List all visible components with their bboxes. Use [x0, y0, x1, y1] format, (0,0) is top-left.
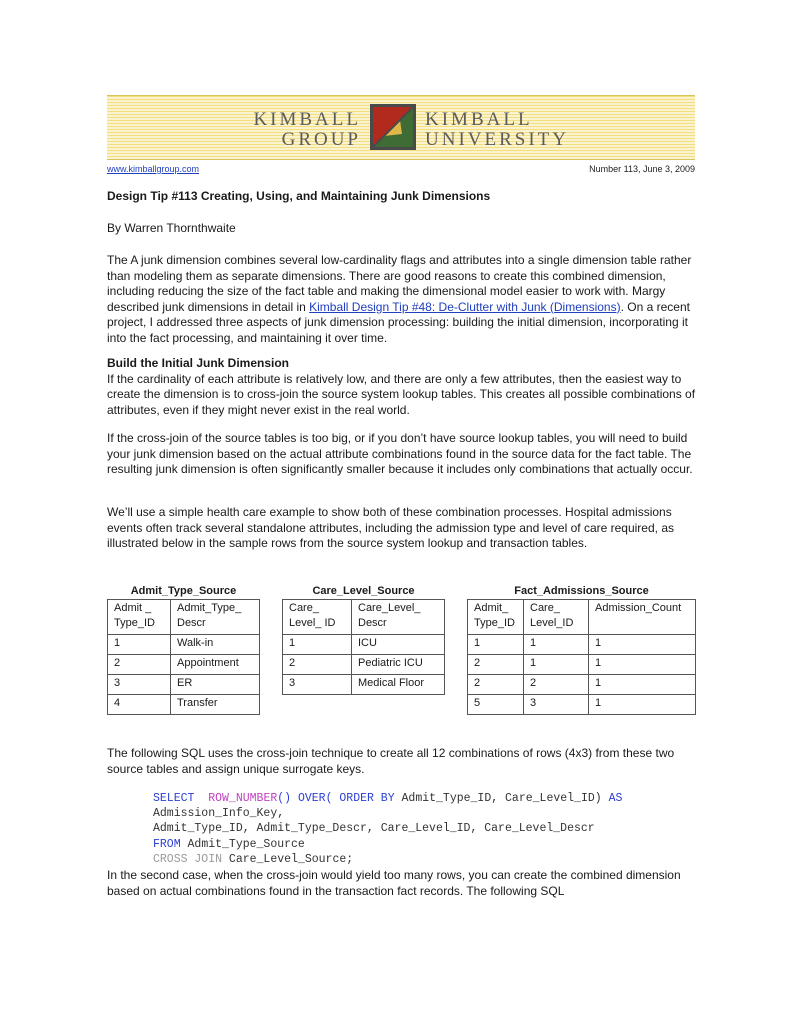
table-cell: 1	[283, 635, 352, 655]
table-cell: Appointment	[171, 655, 260, 675]
table-cell: 3	[524, 695, 589, 715]
table-cell: ICU	[352, 635, 445, 655]
table-cell: 1	[524, 635, 589, 655]
fact-admissions-source-table	[467, 599, 696, 715]
design-tip-48-link[interactable]: Kimball Design Tip #48: De-Clutter with Junk (Dimensions)	[309, 299, 621, 314]
intro-text-before-link: The A junk dimension combines several low-cardinality flags and attributes into a single dimension table rather than modeling them as separate dimensions. There are good reasons to create this combined dimension, including reducing the size of the fact table and making the dimensional model easier to work with. Margy described junk dimensions in detail in	[107, 253, 692, 314]
table-row	[468, 655, 696, 675]
table-row	[468, 695, 696, 715]
article-title: Design Tip #113 Creating, Using, and Maintaining Junk Dimensions	[107, 189, 491, 203]
brand-kimball-group-line1: KIMBALL	[253, 109, 361, 130]
brand-kimball-group-line2: GROUP	[281, 129, 361, 150]
paragraph-second-case: In the second case, when the cross-join would yield too many rows, you can create the combined dimension based on actual combinations found in the transaction fact records. The following SQL	[107, 868, 681, 898]
paragraph-cross-join: If the cross-join of the source tables is too big, or if you don’t have source lookup tables, you will need to build your junk dimension based on the actual attribute combinations found in the source data for the fact table. The resulting junk dimension is often significantly smaller because it includes only combinations that actually occur.	[107, 431, 693, 476]
table-cell: Walk-in	[171, 635, 260, 655]
intro-paragraph	[107, 253, 699, 346]
column-header: Admit_Type_ Descr	[171, 600, 260, 635]
admit-type-source-caption: Admit_Type_Source	[130, 585, 237, 597]
brand-kimball-university-line2: UNIVERSITY	[425, 129, 569, 150]
kimball-logo-icon	[370, 104, 416, 150]
table-cell: 1	[524, 655, 589, 675]
sql-text: Admit_Type_ID, Admit_Type_Descr, Care_Level_ID, Care_Level_Descr	[153, 822, 595, 836]
table-cell: 4	[108, 695, 171, 715]
sql-keyword: OVER(	[297, 792, 333, 805]
fact-admissions-source-table-block	[467, 583, 696, 715]
table-cell: 1	[108, 635, 171, 655]
section-build-initial	[107, 356, 699, 418]
table-cell: Transfer	[171, 695, 260, 715]
site-link[interactable]: www.kimballgroup.com	[107, 164, 200, 174]
column-header: Admission_Count	[589, 600, 696, 635]
paragraph-health-care: We’ll use a simple health care example to show both of these combination processes. Hospital admissions events often track several standalone attributes, including the admission type and level of care required, as illustrated below in the sample rows from the source system lookup and transaction tables.	[107, 505, 674, 550]
sql-text: Admission_Info_Key,	[153, 807, 285, 821]
table-row	[283, 675, 445, 695]
table-cell: 1	[589, 635, 696, 655]
table-cell: Medical Floor	[352, 675, 445, 695]
sql-text: Care_Level_Source;	[228, 852, 354, 866]
table-cell: 3	[283, 675, 352, 695]
column-header: Admit _ Type_ID	[108, 600, 171, 635]
table-cell: 2	[283, 655, 352, 675]
column-header: Care_ Level_ID	[524, 600, 589, 635]
column-header: Admit_ Type_ID	[468, 600, 524, 635]
table-row	[108, 635, 260, 655]
sql-function: ROW_NUMBER	[208, 792, 278, 805]
sql-punctuation: ()	[277, 792, 292, 805]
fact-admissions-source-caption: Fact_Admissions_Source	[514, 585, 649, 597]
sql-keyword: SELECT	[153, 792, 195, 805]
table-cell: 2	[468, 675, 524, 695]
table-row	[468, 675, 696, 695]
care-level-source-table	[282, 599, 445, 695]
section-text: If the cardinality of each attribute is relatively low, and there are only a few attributes, then the easiest way to create the dimension is to cross-join the source system lookup tables. This creates all possible combinations of attributes, even if they might never exist in the real world.	[107, 371, 696, 417]
table-cell: 2	[108, 655, 171, 675]
issue-number-date: Number 113, June 3, 2009	[589, 164, 695, 174]
table-cell: 3	[108, 675, 171, 695]
table-cell: 5	[468, 695, 524, 715]
column-header: Care_ Level_ ID	[283, 600, 352, 635]
table-row	[283, 655, 445, 675]
sql-code-block	[153, 791, 622, 867]
header-banner	[107, 95, 695, 160]
care-level-source-table-block	[282, 583, 445, 695]
sql-keyword: FROM	[153, 837, 181, 851]
care-level-source-caption: Care_Level_Source	[312, 585, 415, 597]
table-cell: 1	[468, 635, 524, 655]
table-cell: 1	[589, 675, 696, 695]
sql-keyword: AS	[608, 792, 623, 805]
table-cell: 2	[468, 655, 524, 675]
article-author: By Warren Thornthwaite	[107, 221, 236, 235]
sql-keyword: ORDER BY	[339, 792, 395, 805]
brand-kimball-university-line1: KIMBALL	[425, 109, 533, 130]
table-row	[468, 635, 696, 655]
table-row	[108, 655, 260, 675]
admit-type-source-table	[107, 599, 260, 715]
table-row	[108, 695, 260, 715]
sql-text: Admit_Type_ID, Care_Level_ID)	[401, 792, 602, 805]
sql-text: Admit_Type_Source	[187, 837, 305, 851]
table-row	[283, 635, 445, 655]
section-heading: Build the Initial Junk Dimension	[107, 356, 290, 370]
table-cell: 1	[589, 695, 696, 715]
table-cell: Pediatric ICU	[352, 655, 445, 675]
sql-keyword: CROSS JOIN	[153, 852, 223, 866]
table-cell: 2	[524, 675, 589, 695]
table-cell: 1	[589, 655, 696, 675]
column-header: Care_Level_ Descr	[352, 600, 445, 635]
admit-type-source-table-block	[107, 583, 260, 715]
table-cell: ER	[171, 675, 260, 695]
intro-text-after-link: . On a recent project, I addressed three aspects of junk dimension processing: building the initial dimension, incorporating it into the fact processing, and maintaining it over time.	[107, 299, 690, 345]
table-row	[108, 675, 260, 695]
paragraph-sql-intro: The following SQL uses the cross-join technique to create all 12 combinations of rows (4x3) from these two source tables and assign unique surrogate keys.	[107, 746, 675, 776]
